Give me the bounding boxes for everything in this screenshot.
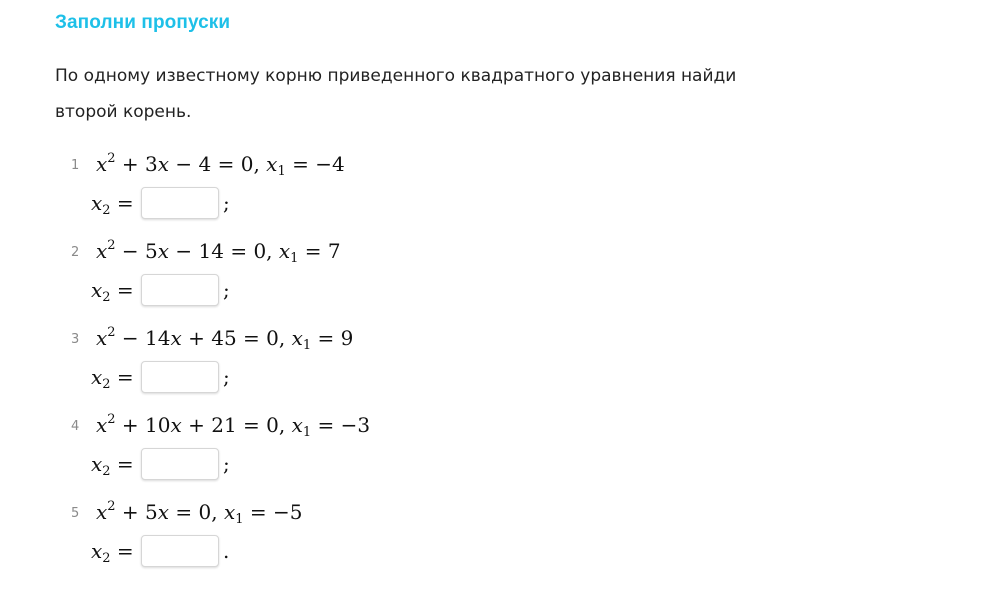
- answer-label: $x_2$ =: [91, 191, 134, 218]
- answer-punctuation: .: [223, 539, 230, 563]
- item-number: 5: [71, 506, 80, 521]
- task-title: Заполни пропуски: [55, 12, 231, 33]
- exercise-item-1: [0, 152, 700, 232]
- exercise-item-3: [0, 326, 700, 406]
- equation: $x^2 + 10x + 21 = 0$, $x_1 = -3$: [96, 412, 371, 440]
- answer-label: $x_2$ =: [91, 452, 134, 479]
- exercise-item-5: [0, 500, 700, 580]
- item-number: 4: [71, 419, 80, 434]
- answer-input-3[interactable]: [141, 361, 219, 393]
- answer-label: $x_2$ =: [91, 365, 134, 392]
- answer-punctuation: ;: [223, 278, 230, 302]
- item-number: 2: [71, 245, 80, 260]
- answer-label: $x_2$ =: [91, 539, 134, 566]
- answer-input-5[interactable]: [141, 535, 219, 567]
- answer-label: $x_2$ =: [91, 278, 134, 305]
- exercise-item-2: [0, 239, 700, 319]
- answer-input-2[interactable]: [141, 274, 219, 306]
- answer-input-4[interactable]: [141, 448, 219, 480]
- answer-input-1[interactable]: [141, 187, 219, 219]
- equation: $x^2 - 5x - 14 = 0$, $x_1 = 7$: [96, 238, 341, 266]
- item-number: 1: [71, 158, 80, 173]
- answer-punctuation: ;: [223, 452, 230, 476]
- answer-punctuation: ;: [223, 365, 230, 389]
- task-instruction: По одному известному корню приведенного квадратного уравнения найди второй корень.: [55, 66, 737, 122]
- item-number: 3: [71, 332, 80, 347]
- answer-punctuation: ;: [223, 191, 230, 215]
- equation: $x^2 + 3x - 4 = 0$, $x_1 = -4$: [96, 151, 345, 179]
- exercise-item-4: [0, 413, 700, 493]
- equation: $x^2 + 5x = 0$, $x_1 = -5$: [96, 499, 303, 527]
- equation: $x^2 - 14x + 45 = 0$, $x_1 = 9$: [96, 325, 354, 353]
